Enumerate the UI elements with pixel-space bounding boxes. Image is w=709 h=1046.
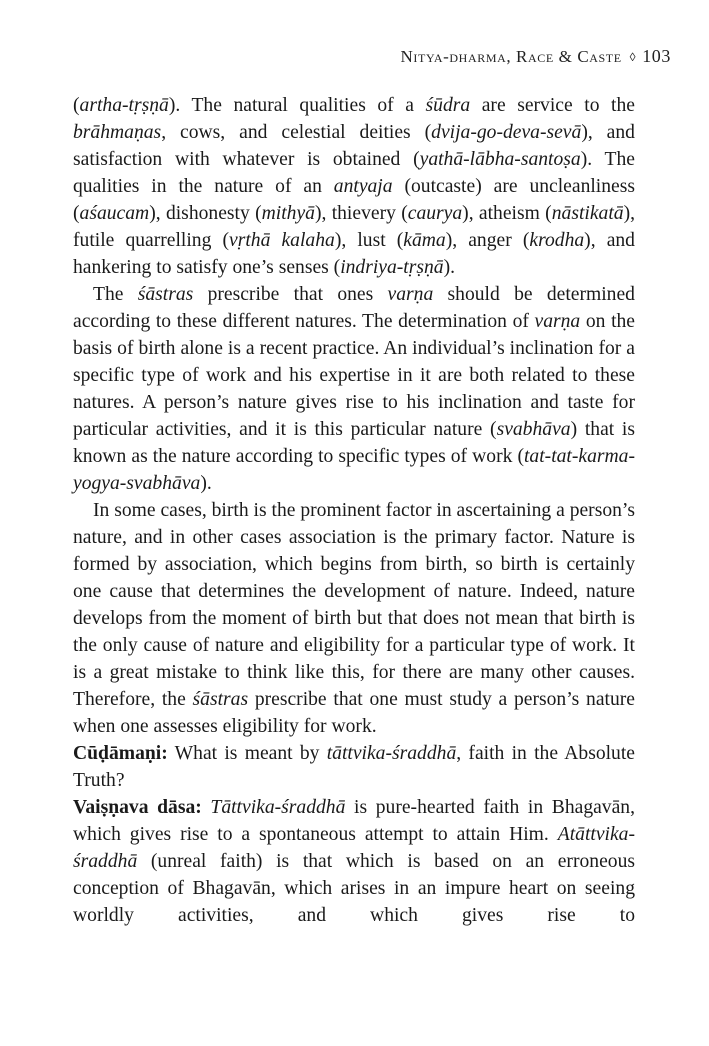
- text-run: ), atheism (: [462, 203, 552, 224]
- text-run: ). The qualities in the nature of an: [73, 149, 635, 197]
- italic-term: indriya-tṛṣṇā: [340, 257, 444, 278]
- text-run: are service to the: [470, 95, 635, 116]
- diamond-separator-icon: ◊: [629, 50, 637, 64]
- text-run: ).: [200, 473, 212, 494]
- italic-term: vṛthā kalaha: [229, 230, 335, 251]
- text-run: (: [73, 95, 80, 116]
- text-run: should be determined according to these different natures. The determination of: [73, 284, 635, 332]
- speaker-label: Vaiṣṇava dāsa:: [73, 797, 202, 818]
- text-run: prescribe that ones: [193, 284, 388, 305]
- text-run: (unreal faith) is that which is based on an erroneous conception of Bhagavān, which arises in an impure heart on seeing worldly activities, and which gives rise to: [73, 851, 635, 926]
- italic-term: caurya: [407, 203, 463, 224]
- text-run: (outcaste) are uncleanliness (: [73, 176, 635, 224]
- text-run: ), futile quarrelling (: [73, 203, 635, 251]
- dialogue-vaisnava-dasa: [73, 794, 635, 929]
- italic-term: aśaucam: [79, 203, 150, 224]
- text-run: The: [93, 284, 138, 305]
- running-title: Nitya-dharma, Race & Caste: [400, 47, 622, 66]
- italic-term: tāttvika-śraddhā: [326, 743, 457, 764]
- text-run: ), and hankering to satisfy one’s senses (: [73, 230, 635, 278]
- italic-term: brāhmaṇas: [73, 122, 162, 143]
- italic-term: kāma: [403, 230, 446, 251]
- italic-term: varṇa: [387, 284, 434, 305]
- text-run: , cows, and celestial deities (: [161, 122, 432, 143]
- italic-term: yathā-lābha-santoṣa: [419, 149, 581, 170]
- text-run: is pure-hearted faith in Bhagavān, which gives rise to a spontaneous attempt to attain Him.: [73, 797, 636, 845]
- paragraph-2: [73, 281, 635, 497]
- italic-term: antyaja: [333, 176, 393, 197]
- italic-term: krodha: [529, 230, 585, 251]
- text-run: prescribe that one must study a person’s nature when one assesses eligibility for work.: [73, 689, 635, 737]
- text-run: , faith in the Absolute Truth?: [73, 743, 635, 791]
- italic-term: Atāttvika-śraddhā: [73, 824, 635, 872]
- running-header: [401, 46, 671, 67]
- italic-term: tat-tat-karma-yogya-svabhāva: [73, 446, 635, 494]
- text-run: ). The natural qualities of a: [168, 95, 426, 116]
- paragraph-3: [73, 497, 635, 740]
- text-run: ) that is known as the nature according to specific types of work (: [73, 419, 635, 467]
- text-run: ), thievery (: [314, 203, 408, 224]
- italic-term: artha-tṛṣṇā: [79, 95, 169, 116]
- text-run: on the basis of birth alone is a recent practice. An individual’s inclination for a specific type of work and his expertise in it are both related to these natures. A person’s nature gives rise to his inclination and taste for particular activities, and it is this particular nature (: [73, 311, 635, 440]
- text-run: ), and satisfaction with whatever is obtained (: [73, 122, 635, 170]
- text-run: What is meant by: [167, 743, 327, 764]
- page-number: 103: [642, 46, 671, 66]
- italic-term: śāstras: [137, 284, 194, 305]
- text-run: ).: [443, 257, 456, 278]
- text-run: ), lust (: [334, 230, 404, 251]
- italic-term: śāstras: [192, 689, 249, 710]
- italic-term: svabhāva: [496, 419, 571, 440]
- text-run: ), dishonesty (: [149, 203, 262, 224]
- text-run: In some cases, birth is the prominent factor in ascertaining a person’s nature, and in other cases association is the primary factor. Nature is formed by association, which begins from birth, so birth is certainly one cause that determines the development of nature. Indeed, nature develops from the moment of birth but that does not mean that birth is the only cause of nature and eligibility for a particular type of work. It is a great mistake to think like this, for there are many other causes. Therefore, the: [73, 500, 635, 710]
- text-run: ), anger (: [445, 230, 530, 251]
- italic-term: mithyā: [261, 203, 315, 224]
- italic-term: nāstikatā: [551, 203, 624, 224]
- body-text: [73, 92, 635, 929]
- italic-term: Tāttvika-śraddhā: [210, 797, 346, 818]
- speaker-label: Cūḍāmaṇi:: [73, 743, 168, 764]
- italic-term: dvija-go-deva-sevā: [431, 122, 582, 143]
- dialogue-cudamani: [73, 740, 635, 794]
- italic-term: varṇa: [534, 311, 581, 332]
- italic-term: śūdra: [425, 95, 471, 116]
- paragraph-1: [73, 92, 635, 281]
